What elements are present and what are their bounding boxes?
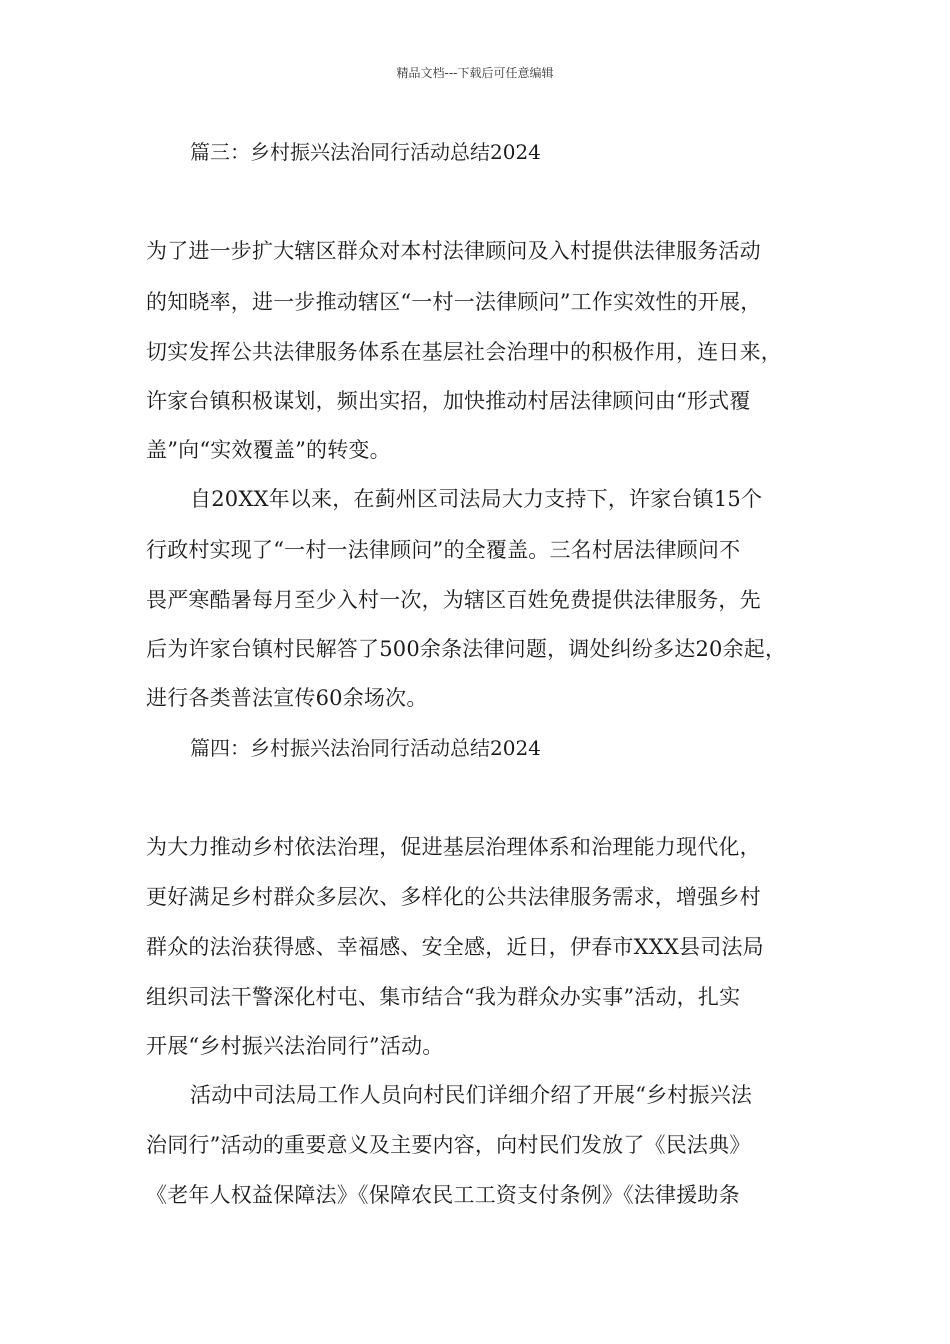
paragraph-line: 开展“乡村振兴法治同行”活动。 (146, 1034, 444, 1058)
paragraph-line: 许家台镇积极谋划，频出实招，加快推动村居法律顾问由“形式覆 (146, 389, 751, 413)
paragraph-line: 畏严寒酷暑每月至少入村一次，为辖区百姓免费提供法律服务，先 (146, 588, 761, 612)
paragraph-line: 更好满足乡村群众多层次、多样化的公共法律服务需求，增强乡村 (146, 885, 761, 909)
paragraph-line: 进行各类普法宣传60余场次。 (146, 686, 428, 710)
paragraph-line: 组织司法干警深化村屯、集市结合“我为群众办实事”活动，扎实 (146, 985, 741, 1009)
paragraph-line: 为大力推动乡村依法治理，促进基层治理体系和治理能力现代化， (146, 835, 761, 859)
paragraph-line: 的知晓率，进一步推动辖区“一村一法律顾问”工作实效性的开展， (146, 290, 762, 314)
section-heading: 篇三：乡村振兴法治同行活动总结2024 (190, 140, 541, 164)
paragraph-line: 行政村实现了“一村一法律顾问”的全覆盖。三名村居法律顾问不 (146, 538, 741, 562)
paragraph-line: 自20XX年以来，在蓟州区司法局大力支持下，许家台镇15个 (190, 487, 763, 511)
paragraph-line: 后为许家台镇村民解答了500余条法律问题，调处纠纷多达20余起， (146, 637, 787, 661)
paragraph-line: 治同行”活动的重要意义及主要内容，向村民们发放了《民法典》 (146, 1133, 751, 1157)
paragraph-line: 盖”向“实效覆盖”的转变。 (146, 438, 391, 462)
page-header: 精品文档---下载后可任意编辑 (396, 66, 554, 80)
paragraph-line: 活动中司法局工作人员向村民们详细介绍了开展“乡村振兴法 (190, 1083, 753, 1107)
paragraph-line: 群众的法治获得感、幸福感、安全感，近日，伊春市XXX县司法局 (146, 935, 764, 959)
section-heading: 篇四：乡村振兴法治同行活动总结2024 (190, 736, 541, 760)
paragraph-line: 《老年人权益保障法》《保障农民工工资支付条例》《法律援助条 (146, 1183, 740, 1207)
paragraph-line: 切实发挥公共法律服务体系在基层社会治理中的积极作用，连日来， (146, 340, 782, 364)
paragraph-line: 为了进一步扩大辖区群众对本村法律顾问及入村提供法律服务活动 (146, 239, 761, 263)
